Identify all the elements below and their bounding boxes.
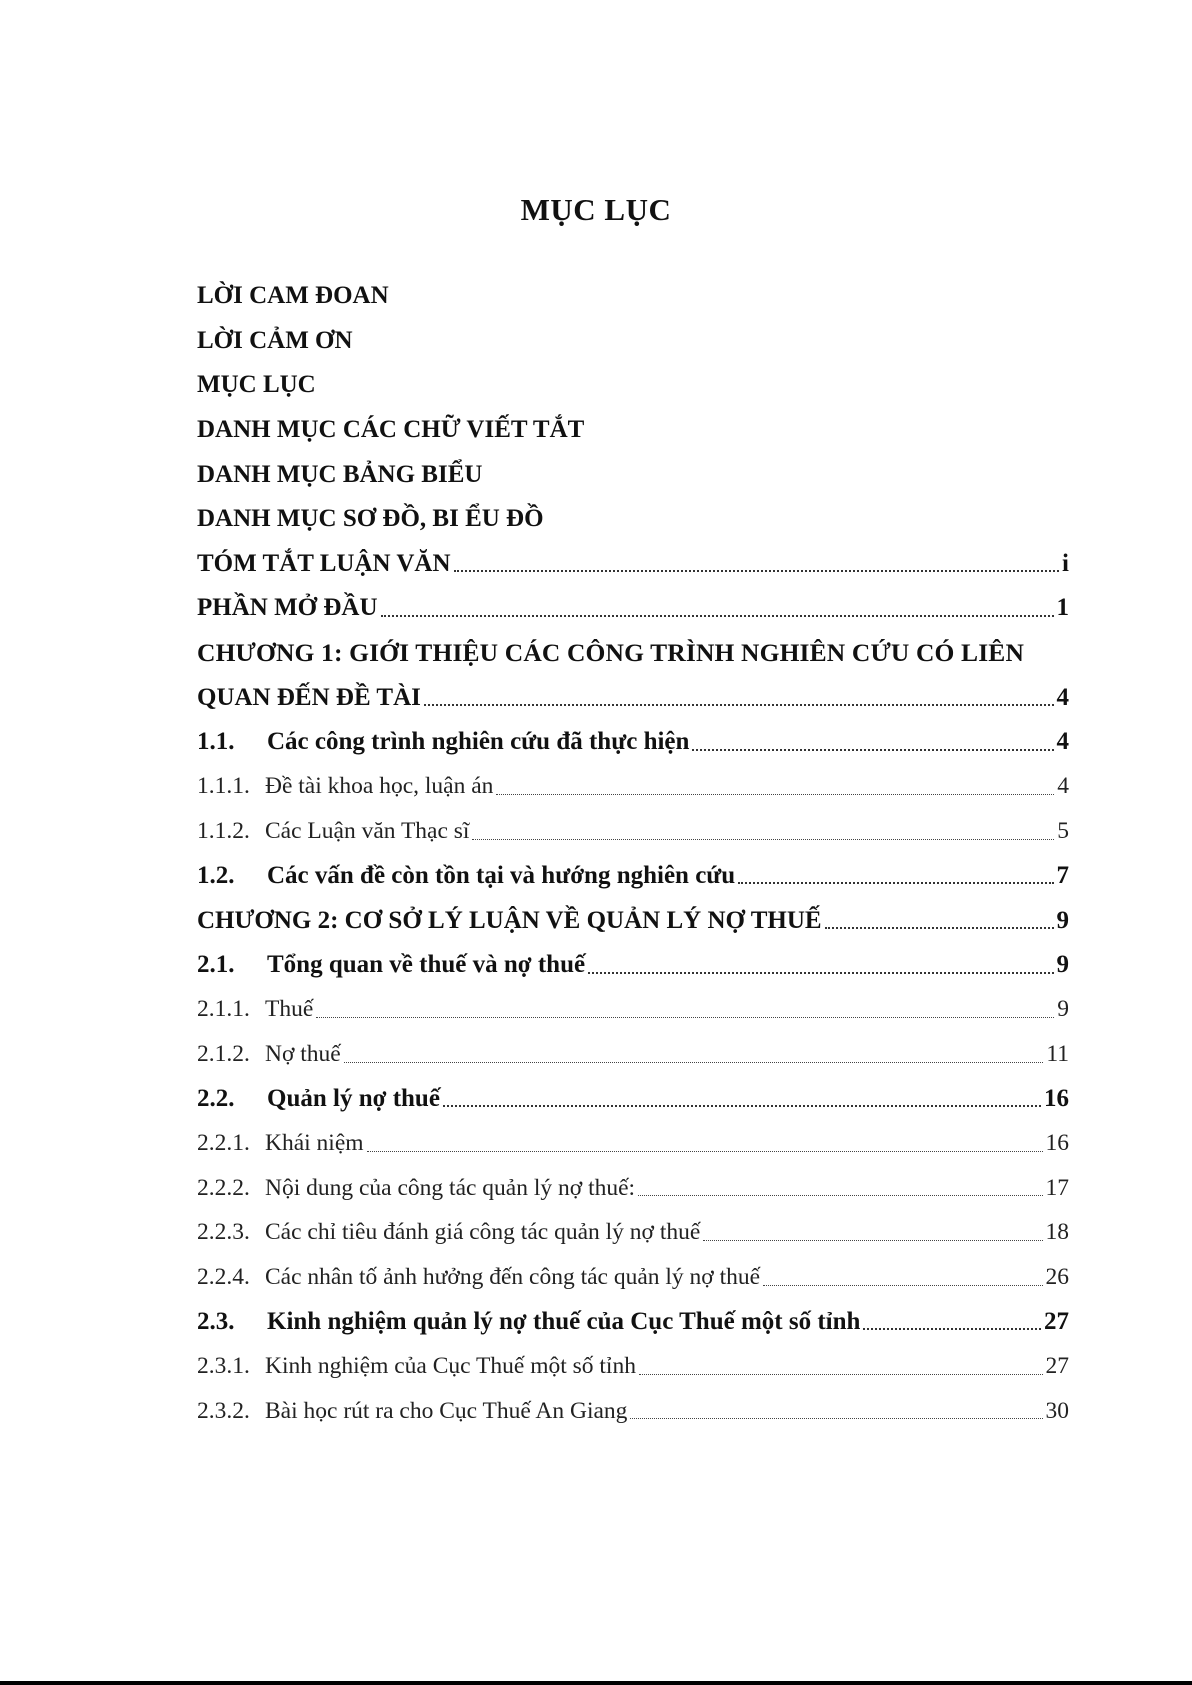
toc-section-number: 1.2.	[197, 862, 235, 890]
toc-entry-label: QUAN ĐẾN ĐỀ TÀI	[197, 683, 421, 711]
toc-entry-label: Đề tài khoa học, luận án	[265, 773, 494, 800]
toc-entry-label: DANH MỤC CÁC CHỮ VIẾT TẮT	[197, 416, 585, 444]
toc-section-number: 2.3.2.	[197, 1397, 250, 1424]
toc-entry-label: Tổng quan về thuế và nợ thuế	[267, 951, 586, 979]
toc-entry-introduction[interactable]	[197, 586, 1069, 631]
toc-entry-label: Quản lý nợ thuế	[267, 1084, 440, 1112]
dot-leader	[703, 1240, 1042, 1241]
toc-section-2-1[interactable]	[197, 943, 1069, 988]
toc-page-number: 4	[1057, 773, 1069, 800]
dot-leader	[863, 1328, 1041, 1330]
toc-page-number: 30	[1045, 1397, 1069, 1424]
toc-section-number: 2.1.1.	[197, 996, 250, 1023]
toc-page-number: 27	[1045, 1353, 1069, 1380]
toc-entry-acknowledgements[interactable]	[197, 319, 1069, 364]
toc-page-number: 7	[1056, 862, 1069, 890]
dot-leader	[454, 570, 1060, 572]
toc-section-number: 2.2.4.	[197, 1263, 250, 1290]
toc-section-number: 1.1.1.	[197, 773, 250, 800]
toc-section-number: 2.2.	[197, 1084, 235, 1112]
dot-leader	[367, 1151, 1043, 1152]
toc-section-number: 1.1.2.	[197, 817, 250, 844]
toc-entry-summary[interactable]	[197, 542, 1069, 587]
page-bottom-edge	[0, 1681, 1192, 1685]
toc-entry-label: Kinh nghiệm của Cục Thuế một số tỉnh	[265, 1353, 636, 1380]
toc-section-number: 2.2.2.	[197, 1174, 250, 1201]
toc-page-number: 5	[1057, 817, 1069, 844]
toc-page-number: 18	[1045, 1219, 1069, 1246]
toc-entry-abbreviations[interactable]	[197, 408, 1069, 453]
toc-chapter-1-line-1[interactable]	[197, 631, 1069, 676]
toc-subsection-2-2-2[interactable]	[197, 1166, 1069, 1211]
toc-entry-label: LỜI CAM ĐOAN	[197, 282, 389, 310]
dot-leader	[316, 1017, 1054, 1018]
toc-entry-label: MỤC LỤC	[197, 371, 316, 399]
toc-page-number: 16	[1044, 1084, 1069, 1112]
dot-leader	[496, 794, 1054, 795]
toc-subsection-2-3-2[interactable]	[197, 1389, 1069, 1434]
toc-entry-label: DANH MỤC SƠ ĐỒ, BI ỂU ĐỒ	[197, 505, 544, 533]
dot-leader	[638, 1195, 1042, 1196]
toc-subsection-2-1-2[interactable]	[197, 1032, 1069, 1077]
dot-leader	[639, 1374, 1043, 1375]
toc-section-2-2[interactable]	[197, 1077, 1069, 1122]
toc-entry-label: Các Luận văn Thạc sĩ	[265, 817, 470, 844]
toc-subsection-2-2-1[interactable]	[197, 1121, 1069, 1166]
toc-page-number: 9	[1056, 951, 1069, 979]
toc-entry-declaration[interactable]	[197, 274, 1069, 319]
toc-section-number: 1.1.	[197, 728, 235, 756]
toc-page-number: 1	[1056, 594, 1069, 622]
toc-entry-contents[interactable]	[197, 363, 1069, 408]
dot-leader	[692, 749, 1053, 751]
toc-subsection-2-3-1[interactable]	[197, 1344, 1069, 1389]
toc-subsection-1-1-1[interactable]	[197, 765, 1069, 810]
toc-entry-label: Các nhân tố ảnh hưởng đến công tác quản lý nợ thuế	[265, 1263, 761, 1290]
dot-leader	[381, 615, 1054, 617]
toc-entry-label: Nợ thuế	[265, 1040, 341, 1067]
dot-leader	[472, 839, 1054, 840]
toc-section-1-1[interactable]	[197, 720, 1069, 765]
toc-subsection-2-1-1[interactable]	[197, 988, 1069, 1033]
dot-leader	[630, 1418, 1042, 1419]
toc-section-number: 2.2.1.	[197, 1130, 250, 1157]
toc-page-number: 9	[1056, 906, 1069, 934]
dot-leader	[738, 882, 1053, 884]
page-title: MỤC LỤC	[520, 192, 672, 227]
toc-page-number: i	[1062, 549, 1069, 577]
toc-entry-label: Các công trình nghiên cứu đã thực hiện	[267, 728, 690, 756]
toc-entry-label: Các chỉ tiêu đánh giá công tác quản lý nợ thuế	[265, 1219, 701, 1246]
toc-entry-label: PHẦN MỞ ĐẦU	[197, 594, 378, 622]
toc-section-number: 2.1.2.	[197, 1040, 250, 1067]
toc-entry-label: Thuế	[265, 996, 314, 1023]
toc-page-number: 26	[1045, 1263, 1069, 1290]
toc-entry-label: DANH MỤC BẢNG BIỂU	[197, 460, 483, 488]
toc-subsection-2-2-4[interactable]	[197, 1255, 1069, 1300]
dot-leader	[825, 927, 1054, 929]
toc-section-number: 2.3.1.	[197, 1353, 250, 1380]
toc-entry-label: TÓM TẮT LUẬN VĂN	[197, 549, 451, 577]
dot-leader	[763, 1285, 1042, 1286]
dot-leader	[588, 972, 1053, 974]
toc-page-number: 4	[1056, 683, 1069, 711]
toc-entry-tables[interactable]	[197, 452, 1069, 497]
toc-chapter-2[interactable]	[197, 898, 1069, 943]
toc-page-number: 11	[1046, 1040, 1069, 1067]
toc-entry-label: Nội dung của công tác quản lý nợ thuế:	[265, 1174, 636, 1201]
toc-entry-label: Bài học rút ra cho Cục Thuế An Giang	[265, 1397, 628, 1424]
toc-entry-label: LỜI CẢM ƠN	[197, 326, 353, 354]
toc-page-number: 9	[1057, 996, 1069, 1023]
toc-subsection-1-1-2[interactable]	[197, 809, 1069, 854]
toc-section-1-2[interactable]	[197, 854, 1069, 899]
dot-leader	[424, 704, 1054, 706]
toc-entry-label: Kinh nghiệm quản lý nợ thuế của Cục Thuế một số tỉnh	[267, 1307, 861, 1335]
toc-section-2-3[interactable]	[197, 1300, 1069, 1345]
toc-entry-label: CHƯƠNG 1: GIỚI THIỆU CÁC CÔNG TRÌNH NGHIÊN CỨU CÓ LIÊN	[197, 638, 1025, 668]
toc-entry-figures[interactable]	[197, 497, 1069, 542]
toc-chapter-1-line-2[interactable]	[197, 675, 1069, 720]
toc-section-number: 2.2.3.	[197, 1219, 250, 1246]
toc-section-number: 2.1.	[197, 951, 235, 979]
toc-page-number: 17	[1045, 1174, 1069, 1201]
toc-page-number: 16	[1045, 1130, 1069, 1157]
toc-subsection-2-2-3[interactable]	[197, 1210, 1069, 1255]
toc-entry-label: CHƯƠNG 2: CƠ SỞ LÝ LUẬN VỀ QUẢN LÝ NỢ THUẾ	[197, 906, 822, 934]
dot-leader	[344, 1062, 1044, 1063]
table-of-contents	[197, 274, 1069, 1433]
toc-page-number: 4	[1056, 728, 1069, 756]
dot-leader	[443, 1105, 1041, 1107]
toc-section-number: 2.3.	[197, 1307, 235, 1335]
toc-entry-label: Các vấn đề còn tồn tại và hướng nghiên cứu	[267, 862, 736, 890]
toc-entry-label: Khái niệm	[265, 1130, 364, 1157]
toc-page-number: 27	[1044, 1307, 1069, 1335]
